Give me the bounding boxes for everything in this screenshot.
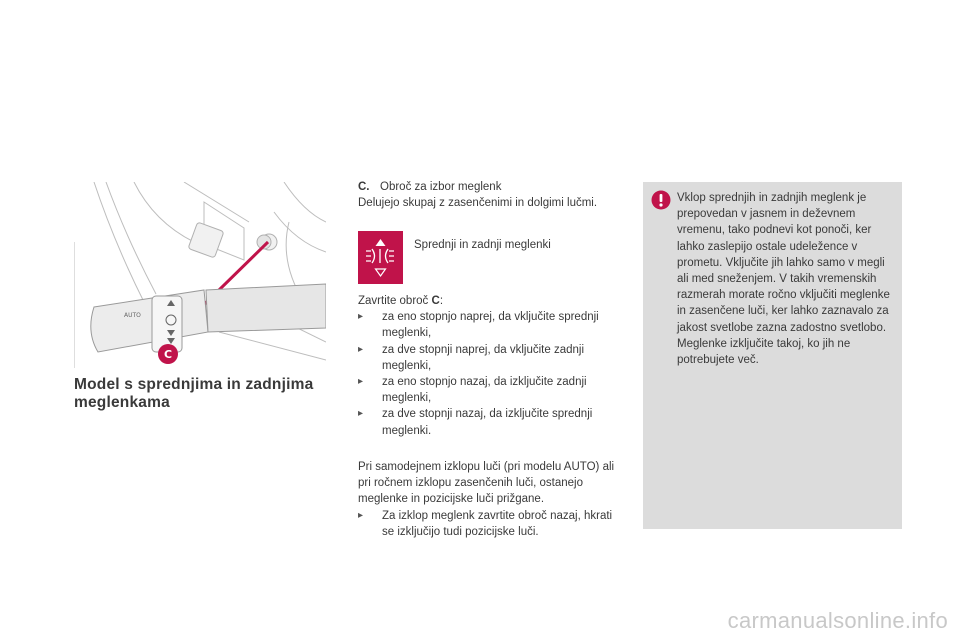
bullet-icon: ▸ xyxy=(358,343,364,355)
list-item: ▸ za dve stopnji naprej, da vključite zadnji meglenki, xyxy=(358,342,624,374)
bullet-icon: ▸ xyxy=(358,408,364,420)
warning-text: Vklop sprednjih in zadnjih meglenk je prepovedan v jasnem in deževnem vremenu, tako podnevi kot ponoči, ker lahko zaslepijo ostale udeležence v prometu. Vključite jih lahko samo v megli ali med sneženjem. V takih vremenskih razmerah morate ročno vključiti meglenke in zasenčene luči, ker lahko zaznavalo za jakost svetlobe zazna zadostno svetlobo. Meglenke izključite takoj, ko jih ne potrebujete več. xyxy=(677,192,890,367)
ring-title: Obroč za izbor meglenk xyxy=(380,181,502,193)
section-title: Model s sprednjima in zadnjima meglenkama xyxy=(74,376,314,411)
list-item: ▸ za eno stopnjo nazaj, da izključite zadnji meglenki, xyxy=(358,374,624,406)
turn-intro: Zavrtite obroč C: xyxy=(358,295,444,307)
auto-off-paragraph: Pri samodejnem izklopu luči (pri modelu AUTO) ali pri ročnem izklopu zasenčenih luči, ostanejo meglenke in pozicijske luči prižgane. xyxy=(358,461,615,506)
bullet-icon: ▸ xyxy=(358,311,364,323)
ring-letter: C. xyxy=(358,181,370,193)
fog-symbol-box xyxy=(358,231,403,284)
list-item: ▸ za eno stopnjo naprej, da vključite sprednji meglenki, xyxy=(358,309,624,341)
bullet-icon: ▸ xyxy=(358,509,364,521)
front-rear-fog-lamps-icon xyxy=(358,231,403,284)
bullet-icon: ▸ xyxy=(358,376,364,388)
turn-intro-letter: C xyxy=(431,295,440,307)
list-item: ▸ za dve stopnji nazaj, da izključite sprednji meglenki. xyxy=(358,406,624,438)
warning-icon xyxy=(651,190,671,210)
auto-label: AUTO xyxy=(124,312,141,319)
switch-panel xyxy=(188,222,277,258)
fog-symbol-row xyxy=(358,231,628,287)
lighting-stalk-illustration xyxy=(74,182,326,368)
fog-symbol-label: Sprednji in zadnji meglenki xyxy=(414,239,551,251)
list-item: ▸ Za izklop meglenk zavrtite obroč nazaj, hkrati se izključijo tudi pozicijske luči. xyxy=(358,508,624,540)
warning-panel xyxy=(643,182,902,529)
turn-instructions xyxy=(358,293,624,439)
ring-c-letter: C xyxy=(163,348,173,361)
ring-c-description xyxy=(358,179,624,211)
ring-subtitle: Delujejo skupaj z zasenčenimi in dolgimi lučmi. xyxy=(358,197,598,210)
auto-off-section xyxy=(358,459,624,540)
watermark: carmanualsonline.info xyxy=(727,608,948,633)
